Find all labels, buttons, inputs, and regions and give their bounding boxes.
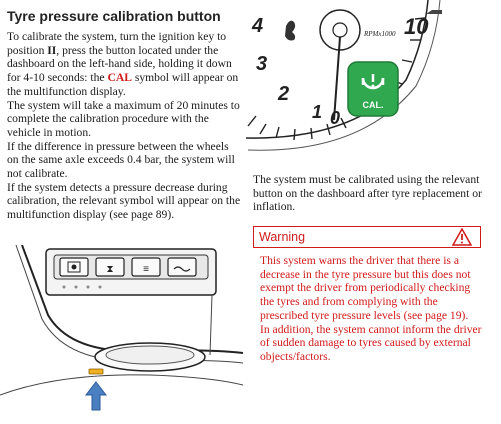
calibration-button (89, 369, 103, 374)
cal-label: CAL. (362, 100, 384, 110)
warning-paragraph: In addition, the system cannot inform the driver of sudden damage to tyres caused by external objects/factors. (260, 322, 482, 363)
warning-text (260, 254, 482, 364)
gauge-number: 3 (256, 53, 268, 75)
text-segment: , press the button located under the dashboard on the left-hand side, holding it down for 4-10 seconds: the (7, 43, 232, 85)
gauge-number: 10 (404, 14, 429, 39)
dashboard-caption: The system must be calibrated using the relevant button on the dashboard after tyre replacement or inflation. (253, 173, 482, 214)
gauge-number: 4 (252, 15, 264, 37)
gauge-number: 1 (312, 102, 323, 122)
paragraph-pressure-decrease: If the system detects a pressure decrease during calibration, the relevant symbol will appear on the multifunction display (see page 89). (7, 180, 241, 222)
svg-text:≡: ≡ (143, 264, 149, 275)
paragraph-calibration-steps (7, 30, 243, 99)
warning-paragraph: This system warns the driver that there is a decrease in the tyre pressure but this does not exempt the driver from periodically checking the tyres and from complying with the prescribed tyre pressure levels (see page 19). (260, 254, 471, 322)
svg-text:⧗: ⧗ (106, 264, 114, 275)
key-position: II (47, 43, 57, 57)
gauge-number: 0 (330, 108, 341, 128)
console-illustration (0, 245, 243, 424)
page-heading: Tyre pressure calibration button (7, 8, 221, 24)
warning-triangle-icon (452, 228, 472, 246)
dashboard-illustration (246, 0, 501, 163)
text-segment: symbol will appear on the multifunction display. (7, 71, 239, 98)
left-column-text (7, 30, 243, 222)
text-segment: To calibrate the system, turn the ignition key to position (7, 30, 227, 57)
paragraph-pressure-difference: If the difference in pressure between the wheels on the same axle exceeds 0.4 bar, the system will not calibrate. (7, 139, 235, 181)
console-button (168, 258, 196, 276)
gauge-number: 2 (278, 83, 290, 105)
rpm-label: RPMx1000 (364, 30, 396, 38)
cal-symbol-text: CAL (107, 71, 132, 85)
warning-title: Warning (259, 230, 306, 244)
paragraph-calibration-time: The system will take a maximum of 20 minutes to complete the calibration procedure with the vehicle in motion. (7, 98, 240, 139)
